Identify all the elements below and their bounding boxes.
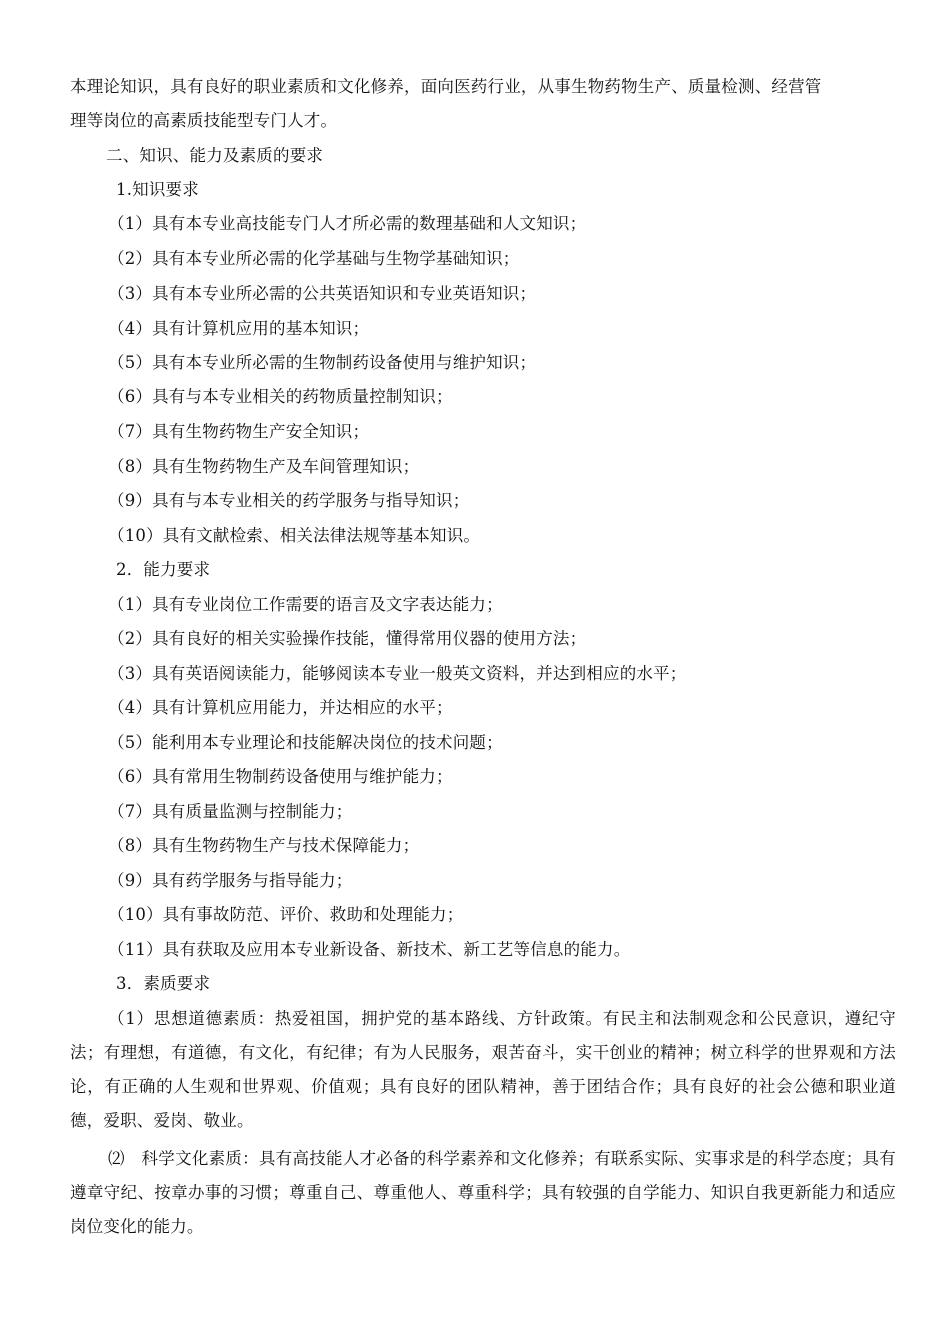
quality-paragraph-1: （1）思想道德素质：热爱祖国，拥护党的基本路线、方针政策。有民主和法制观念和公民意识，遵纪守法；有理想，有道德，有文化，有纪律；有为人民服务，艰苦奋斗，实干创业的精神；树立科学的世界观和方法论，有正确的人生观和世界观、价值观；具有良好的团队精神，善于团结合作；具有良好的社会公德和职业道德，爱职、爱岗、敬业。 — [70, 1009, 896, 1130]
quality-heading: 3．素质要求 — [116, 974, 211, 993]
knowledge-item: （7）具有生物药物生产安全知识； — [108, 422, 370, 441]
section-heading: 二、知识、能力及素质的要求 — [106, 146, 324, 165]
ability-item: （1）具有专业岗位工作需要的语言及文字表达能力； — [108, 595, 503, 614]
knowledge-item: （9）具有与本专业相关的药学服务与指导知识； — [108, 491, 470, 510]
intro-line-1: 本理论知识，具有良好的职业素质和文化修养，面向医药行业，从事生物药物生产、质量检测、经营管 — [70, 77, 822, 96]
ability-item: （3）具有英语阅读能力，能够阅读本专业一般英文资料，并达到相应的水平； — [108, 664, 687, 683]
knowledge-item: （1）具有本专业高技能专门人才所必需的数理基础和人文知识； — [108, 214, 587, 233]
knowledge-item: （2）具有本专业所必需的化学基础与生物学基础知识； — [108, 249, 520, 268]
intro-line-2: 理等岗位的高素质技能型专门人才。 — [70, 111, 338, 130]
quality-paragraph-2: ⑵ 科学文化素质：具有高技能人才必备的科学素养和文化修养；有联系实际、实事求是的科学态度；具有遵章守纪、按章办事的习惯；尊重自己、尊重他人、尊重科学；具有较强的自学能力、知识自我更新能力和适应岗位变化的能力。 — [70, 1149, 896, 1236]
knowledge-item: （5）具有本专业所必需的生物制药设备使用与维护知识； — [108, 353, 537, 372]
knowledge-heading: 1.知识要求 — [116, 180, 199, 199]
ability-item: （6）具有常用生物制药设备使用与维护能力； — [108, 767, 453, 786]
ability-item: （7）具有质量监测与控制能力； — [108, 802, 353, 821]
ability-item: （8）具有生物药物生产与技术保障能力； — [108, 836, 420, 855]
knowledge-item: （10）具有文献检索、相关法律法规等基本知识。 — [108, 526, 481, 545]
ability-item: （10）具有事故防范、评价、救助和处理能力； — [108, 905, 464, 924]
knowledge-item: （4）具有计算机应用的基本知识； — [108, 319, 370, 338]
ability-item: （9）具有药学服务与指导能力； — [108, 871, 353, 890]
knowledge-item: （8）具有生物药物生产及车间管理知识； — [108, 457, 420, 476]
ability-heading: 2．能力要求 — [116, 560, 211, 579]
knowledge-item: （6）具有与本专业相关的药物质量控制知识； — [108, 387, 453, 406]
ability-item: （2）具有良好的相关实验操作技能，懂得常用仪器的使用方法； — [108, 629, 587, 648]
ability-item: （5）能利用本专业理论和技能解决岗位的技术问题； — [108, 733, 503, 752]
knowledge-item: （3）具有本专业所必需的公共英语知识和专业英语知识； — [108, 284, 537, 303]
ability-item: （11）具有获取及应用本专业新设备、新技术、新工艺等信息的能力。 — [108, 940, 631, 959]
ability-item: （4）具有计算机应用能力，并达相应的水平； — [108, 698, 453, 717]
